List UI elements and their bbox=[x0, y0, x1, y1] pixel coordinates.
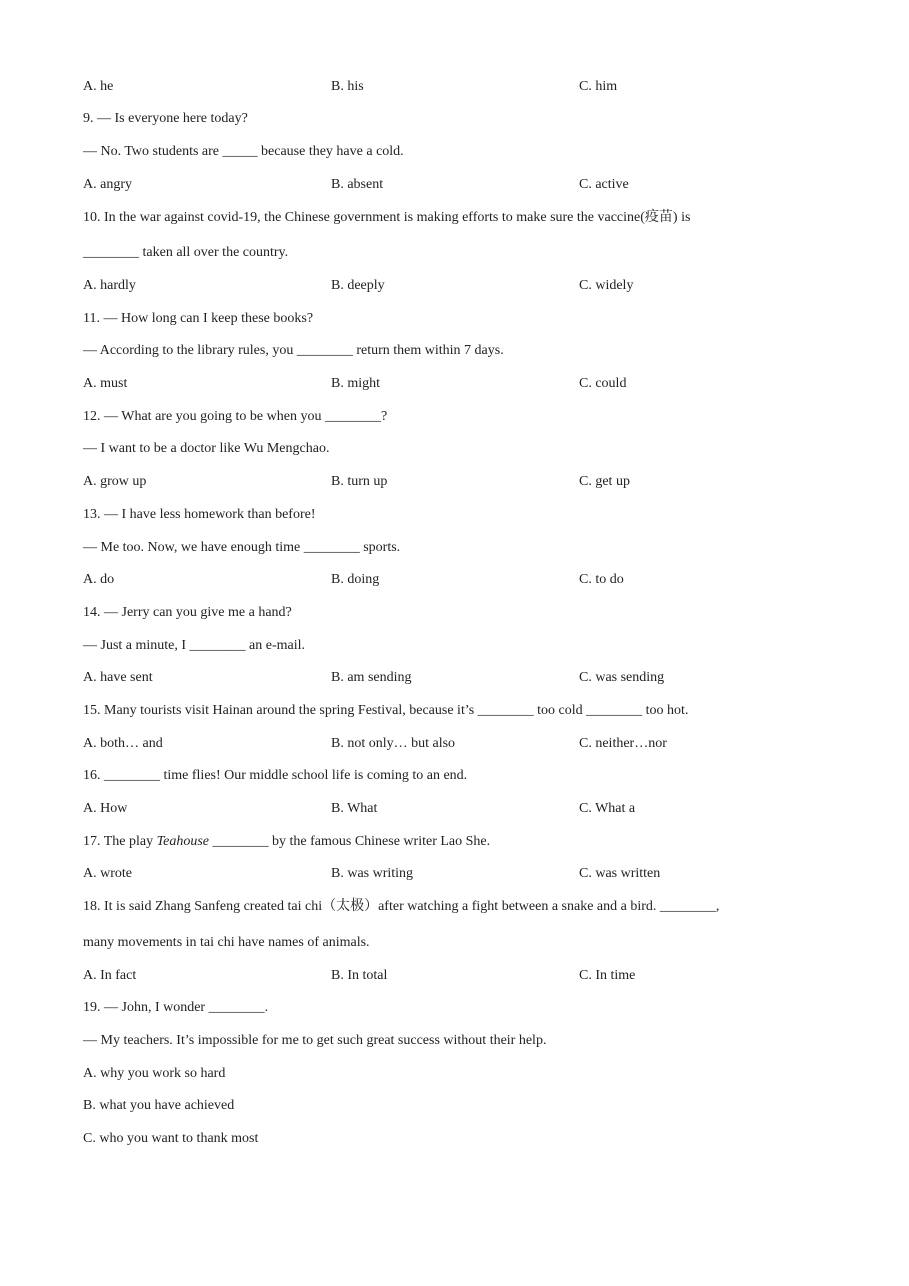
q11-stem: 11. — How long can I keep these books? bbox=[83, 311, 314, 326]
q14-line2: — Just a minute, I ________ an e-mail. bbox=[83, 638, 306, 653]
q10-stem: 10. In the war against covid-19, the Chinese government is making efforts to make sure the vaccine(疫苗) is bbox=[83, 210, 691, 225]
q8-option-a: A. he bbox=[83, 79, 114, 94]
q10-line2: ________ taken all over the country. bbox=[83, 245, 289, 260]
q17-option-a: A. wrote bbox=[83, 866, 132, 881]
q12-stem: 12. — What are you going to be when you ________? bbox=[83, 409, 388, 424]
q13-stem: 13. — I have less homework than before! bbox=[83, 507, 316, 522]
q19-option-b: B. what you have achieved bbox=[83, 1098, 235, 1113]
q18-options bbox=[83, 967, 803, 985]
q17-play-title: Teahouse bbox=[156, 834, 210, 849]
q18-option-a: A. In fact bbox=[83, 968, 137, 983]
q12-line2: — I want to be a doctor like Wu Mengchao. bbox=[83, 441, 330, 456]
q18-stem: 18. It is said Zhang Sanfeng created tai chi（太极）after watching a fight between a snake and a bird. ________, bbox=[83, 899, 720, 914]
q17-option-c: C. was written bbox=[579, 866, 661, 881]
q12-option-b: B. turn up bbox=[331, 474, 388, 489]
q17-stem bbox=[83, 833, 490, 851]
q17-options bbox=[83, 865, 803, 883]
q11-line2: — According to the library rules, you ________ return them within 7 days. bbox=[83, 343, 504, 358]
q16-stem: 16. ________ time flies! Our middle school life is coming to an end. bbox=[83, 768, 468, 783]
q12-option-a: A. grow up bbox=[83, 474, 147, 489]
q17-option-b: B. was writing bbox=[331, 866, 414, 881]
q10-options bbox=[83, 277, 803, 295]
q8-option-b: B. his bbox=[331, 79, 364, 94]
q11-options bbox=[83, 375, 803, 393]
q14-option-b: B. am sending bbox=[331, 670, 412, 685]
q19-stem: 19. — John, I wonder ________. bbox=[83, 1000, 269, 1015]
q16-options bbox=[83, 800, 803, 818]
q15-option-b: B. not only… but also bbox=[331, 736, 456, 751]
q13-option-a: A. do bbox=[83, 572, 115, 587]
q18-option-c: C. In time bbox=[579, 968, 636, 983]
q18-line2: many movements in tai chi have names of animals. bbox=[83, 935, 370, 950]
q15-option-c: C. neither…nor bbox=[579, 736, 667, 751]
q14-option-a: A. have sent bbox=[83, 670, 153, 685]
q14-option-c: C. was sending bbox=[579, 670, 665, 685]
q12-option-c: C. get up bbox=[579, 474, 630, 489]
q8-option-c: C. him bbox=[579, 79, 618, 94]
q13-options bbox=[83, 571, 803, 589]
q18-option-b: B. In total bbox=[331, 968, 388, 983]
q9-option-b: B. absent bbox=[331, 177, 384, 192]
q10-option-b: B. deeply bbox=[331, 278, 385, 293]
q15-options bbox=[83, 735, 803, 753]
q16-option-b: B. What bbox=[331, 801, 378, 816]
q15-option-a: A. both… and bbox=[83, 736, 163, 751]
q19-line2: — My teachers. It’s impossible for me to get such great success without their help. bbox=[83, 1033, 547, 1048]
q15-stem: 15. Many tourists visit Hainan around the spring Festival, because it’s ________ too cold ________ too hot. bbox=[83, 703, 689, 718]
q13-line2: — Me too. Now, we have enough time ________ sports. bbox=[83, 540, 401, 555]
q9-line2: — No. Two students are _____ because they have a cold. bbox=[83, 144, 404, 159]
q11-option-a: A. must bbox=[83, 376, 128, 391]
q9-option-a: A. angry bbox=[83, 177, 132, 192]
q13-option-c: C. to do bbox=[579, 572, 624, 587]
q9-stem: 9. — Is everyone here today? bbox=[83, 111, 248, 126]
q11-option-b: B. might bbox=[331, 376, 381, 391]
q17-stem-post: ________ by the famous Chinese writer Lao She. bbox=[209, 834, 491, 849]
q16-option-a: A. How bbox=[83, 801, 128, 816]
q8-options bbox=[83, 78, 803, 96]
q14-stem: 14. — Jerry can you give me a hand? bbox=[83, 605, 292, 620]
q19-option-c: C. who you want to thank most bbox=[83, 1131, 259, 1146]
q17-stem-pre: 17. The play bbox=[83, 834, 157, 849]
q10-option-a: A. hardly bbox=[83, 278, 136, 293]
q16-option-c: C. What a bbox=[579, 801, 636, 816]
q10-option-c: C. widely bbox=[579, 278, 634, 293]
q12-options bbox=[83, 473, 803, 491]
q14-options bbox=[83, 669, 803, 687]
q9-option-c: C. active bbox=[579, 177, 629, 192]
q19-option-a: A. why you work so hard bbox=[83, 1066, 226, 1081]
q9-options bbox=[83, 176, 803, 194]
q11-option-c: C. could bbox=[579, 376, 627, 391]
q13-option-b: B. doing bbox=[331, 572, 380, 587]
